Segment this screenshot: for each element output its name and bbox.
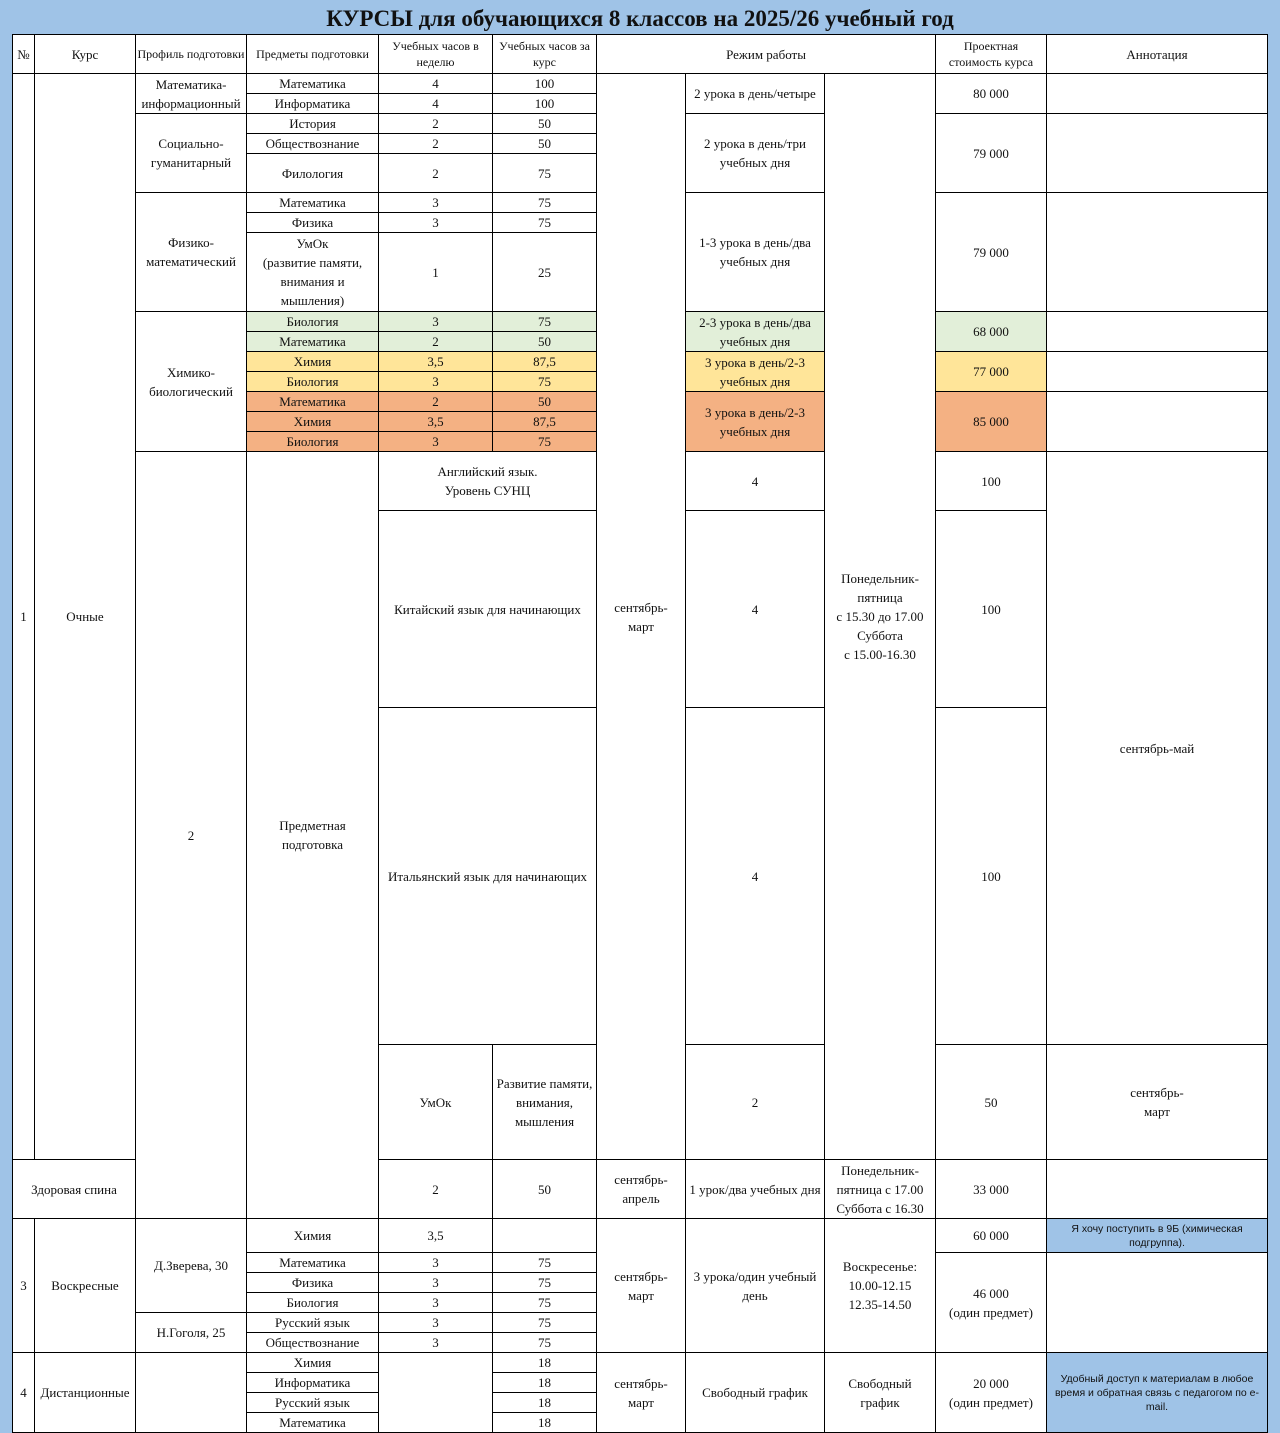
back-period: сентябрь- апрель bbox=[597, 1160, 686, 1219]
subject-cell: Математика bbox=[247, 193, 379, 213]
section-2-course: Предметная подготовка bbox=[247, 452, 379, 1219]
mode-hb-green: 2-3 урока в день/два учебных дня bbox=[686, 312, 825, 352]
header-hours-week: Учебных часов в неделю bbox=[379, 35, 493, 74]
annotation-chemistry: Я хочу поступить в 9Б (химическая подгруппа). bbox=[1047, 1219, 1268, 1253]
cost-soc: 79 000 bbox=[936, 114, 1047, 193]
profile-soc: Социально- гуманитарный bbox=[136, 114, 247, 193]
hours-course-cell: 87,5 bbox=[493, 352, 597, 372]
hours-week-cell: 2 bbox=[379, 392, 493, 412]
hours-week-cell: 4 bbox=[379, 94, 493, 114]
subject-cell: Информатика bbox=[247, 94, 379, 114]
hours-week-cell: 4 bbox=[686, 511, 825, 708]
hours-course-cell: 50 bbox=[493, 134, 597, 154]
section-4-time: Свободный график bbox=[825, 1353, 936, 1433]
header-row bbox=[13, 35, 1268, 74]
page-title: КУРСЫ для обучающихся 8 классов на 2025/26 учебный год bbox=[326, 6, 954, 31]
section-3-course: Воскресные bbox=[35, 1219, 136, 1353]
table-row bbox=[13, 1353, 1268, 1373]
section-4-period: сентябрь- март bbox=[597, 1353, 686, 1433]
hours-week-cell: 3,5 bbox=[379, 412, 493, 432]
hours-week-cell: 2 bbox=[379, 332, 493, 352]
hours-course-cell: 75 bbox=[493, 154, 597, 193]
hours-course-cell: 18 bbox=[493, 1393, 597, 1413]
hours-week-cell: 2 bbox=[686, 1045, 825, 1160]
annotation-empty bbox=[1047, 392, 1268, 452]
mode-fm: 1-3 урока в день/два учебных дня bbox=[686, 193, 825, 312]
courses-table bbox=[12, 34, 1268, 1433]
subject-cell: Русский язык bbox=[247, 1393, 379, 1413]
subject-cell: Химия bbox=[247, 352, 379, 372]
annotation-empty bbox=[1047, 1253, 1268, 1353]
header-profile: Профиль подготовки bbox=[136, 35, 247, 74]
subject-cell: Физика bbox=[247, 213, 379, 233]
section-4-course: Дистанционные bbox=[35, 1353, 136, 1433]
subject-chinese: Китайский язык для начинающих bbox=[379, 511, 597, 708]
subject-cell: Биология bbox=[247, 372, 379, 392]
header-cost: Проектная стоимость курса bbox=[936, 35, 1047, 74]
annotation-empty bbox=[1047, 1160, 1268, 1219]
hours-course-cell: 50 bbox=[936, 1045, 1047, 1160]
hours-course-cell: 18 bbox=[493, 1413, 597, 1433]
hours-week-cell: 3,5 bbox=[379, 352, 493, 372]
hours-course-cell: 75 bbox=[493, 213, 597, 233]
table-row bbox=[13, 1219, 1268, 1253]
header-annotation: Аннотация bbox=[1047, 35, 1268, 74]
annotation-empty bbox=[1047, 114, 1268, 193]
header-subjects: Предметы подготовки bbox=[247, 35, 379, 74]
profile-umok: УмОк bbox=[379, 1045, 493, 1160]
annotation-empty bbox=[1047, 74, 1268, 114]
annotation-empty bbox=[1047, 312, 1268, 352]
hours-course-cell: 100 bbox=[936, 511, 1047, 708]
header-num: № bbox=[13, 35, 35, 74]
subject-cell: Биология bbox=[247, 312, 379, 332]
mode-hb-yellow: 3 урока в день/2-3 учебных дня bbox=[686, 352, 825, 392]
header-course: Курс bbox=[35, 35, 136, 74]
header-hours-course: Учебных часов за курс bbox=[493, 35, 597, 74]
hours-course-cell: 100 bbox=[936, 708, 1047, 1045]
hours-week-cell: 3 bbox=[379, 193, 493, 213]
subject-cell: УмОк (развитие памяти, внимания и мышления) bbox=[247, 233, 379, 312]
section-2-num: 2 bbox=[136, 452, 247, 1219]
cost-hb-green: 68 000 bbox=[936, 312, 1047, 352]
cost-hb-orange: 85 000 bbox=[936, 392, 1047, 452]
subject-cell: Информатика bbox=[247, 1373, 379, 1393]
hours-week-cell: 2 bbox=[379, 1160, 493, 1219]
annotation-empty bbox=[1047, 193, 1268, 312]
subject-cell: Филология bbox=[247, 154, 379, 193]
hours-course-cell: 18 bbox=[493, 1353, 597, 1373]
hours-course-cell: 75 bbox=[493, 193, 597, 213]
mode-soc: 2 урока в день/три учебных дня bbox=[686, 114, 825, 193]
header-mode: Режим работы bbox=[597, 35, 936, 74]
subject-cell: Обществознание bbox=[247, 134, 379, 154]
section-1-num: 1 bbox=[13, 74, 35, 1160]
cost-hb-yellow: 77 000 bbox=[936, 352, 1047, 392]
section-4-num: 4 bbox=[13, 1353, 35, 1433]
subject-cell: Математика bbox=[247, 74, 379, 94]
table-row bbox=[13, 74, 1268, 94]
hours-course-cell: 50 bbox=[493, 114, 597, 134]
umok-period: сентябрь- март bbox=[1047, 1045, 1268, 1160]
hours-week-cell: 1 bbox=[379, 233, 493, 312]
hours-course-cell: 75 bbox=[493, 1333, 597, 1353]
hours-course-cell: 75 bbox=[493, 432, 597, 452]
profile-math-inf: Математика-информационный bbox=[136, 74, 247, 114]
section-1-time: Понедельник- пятница с 15.30 до 17.00 Суббота с 15.00-16.30 bbox=[825, 74, 936, 1160]
subject-cell: Математика bbox=[247, 332, 379, 352]
hours-course-cell: 75 bbox=[493, 1273, 597, 1293]
location-gogolya: Н.Гоголя, 25 bbox=[136, 1313, 247, 1353]
section-2-period: сентябрь-май bbox=[1047, 452, 1268, 1045]
profile-empty bbox=[136, 1353, 247, 1433]
hours-course-cell: 100 bbox=[936, 452, 1047, 511]
cost-fm: 79 000 bbox=[936, 193, 1047, 312]
subject-cell: Химия bbox=[247, 412, 379, 432]
section-3-mode: 3 урока/один учебный день bbox=[686, 1219, 825, 1353]
section-1-course: Очные bbox=[35, 74, 136, 1160]
hours-week-cell: 4 bbox=[379, 74, 493, 94]
hours-week-cell: 2 bbox=[379, 114, 493, 134]
hours-course-cell: 100 bbox=[493, 94, 597, 114]
hours-course-cell: 100 bbox=[493, 74, 597, 94]
hours-course-cell: 75 bbox=[493, 372, 597, 392]
location-zvereva: Д.Зверева, 30 bbox=[136, 1219, 247, 1313]
subject-cell: Биология bbox=[247, 1293, 379, 1313]
section-1-period: сентябрь- март bbox=[597, 74, 686, 1160]
hours-week-cell: 3 bbox=[379, 1253, 493, 1273]
hours-week-empty bbox=[379, 1353, 493, 1433]
hours-course-cell: 50 bbox=[493, 1160, 597, 1219]
hours-week-cell: 3 bbox=[379, 1313, 493, 1333]
subject-cell: Обществознание bbox=[247, 1333, 379, 1353]
hours-week-cell: 2 bbox=[379, 134, 493, 154]
hours-course-cell: 18 bbox=[493, 1373, 597, 1393]
hours-course-cell: 75 bbox=[493, 1293, 597, 1313]
profile-hb: Химико- биологический bbox=[136, 312, 247, 452]
back-time: Понедельник- пятница с 17.00 Суббота с 16.30 bbox=[825, 1160, 936, 1219]
subject-cell: Физика bbox=[247, 1273, 379, 1293]
hours-week-cell: 3 bbox=[379, 432, 493, 452]
hours-course-cell: 50 bbox=[493, 332, 597, 352]
subject-english: Английский язык. Уровень СУНЦ bbox=[379, 452, 597, 511]
subject-cell: Математика bbox=[247, 392, 379, 412]
hours-week-cell: 3 bbox=[379, 372, 493, 392]
subject-cell: Развитие памяти, внимания, мышления bbox=[493, 1045, 597, 1160]
back-cost: 33 000 bbox=[936, 1160, 1047, 1219]
hours-week-cell: 3 bbox=[379, 312, 493, 332]
cost-chemistry: 60 000 bbox=[936, 1219, 1047, 1253]
subject-cell: Биология bbox=[247, 432, 379, 452]
hours-week-cell: 3 bbox=[379, 1293, 493, 1313]
subject-italian: Итальянский язык для начинающих bbox=[379, 708, 597, 1045]
hours-course-cell: 75 bbox=[493, 312, 597, 332]
hours-course-cell: 25 bbox=[493, 233, 597, 312]
hours-course-cell: 75 bbox=[493, 1253, 597, 1273]
hours-week-cell: 3,5 bbox=[379, 1219, 493, 1253]
hours-week-cell: 4 bbox=[686, 708, 825, 1045]
hours-week-cell: 3 bbox=[379, 1333, 493, 1353]
subject-cell: Химия bbox=[247, 1353, 379, 1373]
profile-fm: Физико- математический bbox=[136, 193, 247, 312]
hours-week-cell: 4 bbox=[686, 452, 825, 511]
hours-week-cell: 3 bbox=[379, 213, 493, 233]
annotation-empty bbox=[1047, 352, 1268, 392]
section-3-num: 3 bbox=[13, 1219, 35, 1353]
hours-course-cell: 75 bbox=[493, 1313, 597, 1333]
subject-cell: Математика bbox=[247, 1413, 379, 1433]
section-3-period: сентябрь- март bbox=[597, 1219, 686, 1353]
hours-course-cell: 87,5 bbox=[493, 412, 597, 432]
back-mode: 1 урок/два учебных дня bbox=[686, 1160, 825, 1219]
mode-hb-orange: 3 урока в день/2-3 учебных дня bbox=[686, 392, 825, 452]
section-4-mode: Свободный график bbox=[686, 1353, 825, 1433]
subject-cell: История bbox=[247, 114, 379, 134]
subject-cell: Химия bbox=[247, 1219, 379, 1253]
hours-course-cell bbox=[493, 1219, 597, 1253]
annotation-distance: Удобный доступ к материалам в любое время и обратная связь с педагогом по e-mail. bbox=[1047, 1353, 1268, 1433]
cost-math-inf: 80 000 bbox=[936, 74, 1047, 114]
hours-week-cell: 3 bbox=[379, 1273, 493, 1293]
section-3-cost: 46 000 (один предмет) bbox=[936, 1253, 1047, 1353]
subject-back: Здоровая спина bbox=[13, 1160, 136, 1219]
mode-math-inf: 2 урока в день/четырe bbox=[686, 74, 825, 114]
subject-cell: Русский язык bbox=[247, 1313, 379, 1333]
hours-course-cell: 50 bbox=[493, 392, 597, 412]
hours-week-cell: 2 bbox=[379, 154, 493, 193]
section-3-time: Воскресенье: 10.00-12.15 12.35-14.50 bbox=[825, 1219, 936, 1353]
subject-cell: Математика bbox=[247, 1253, 379, 1273]
section-4-cost: 20 000 (один предмет) bbox=[936, 1353, 1047, 1433]
